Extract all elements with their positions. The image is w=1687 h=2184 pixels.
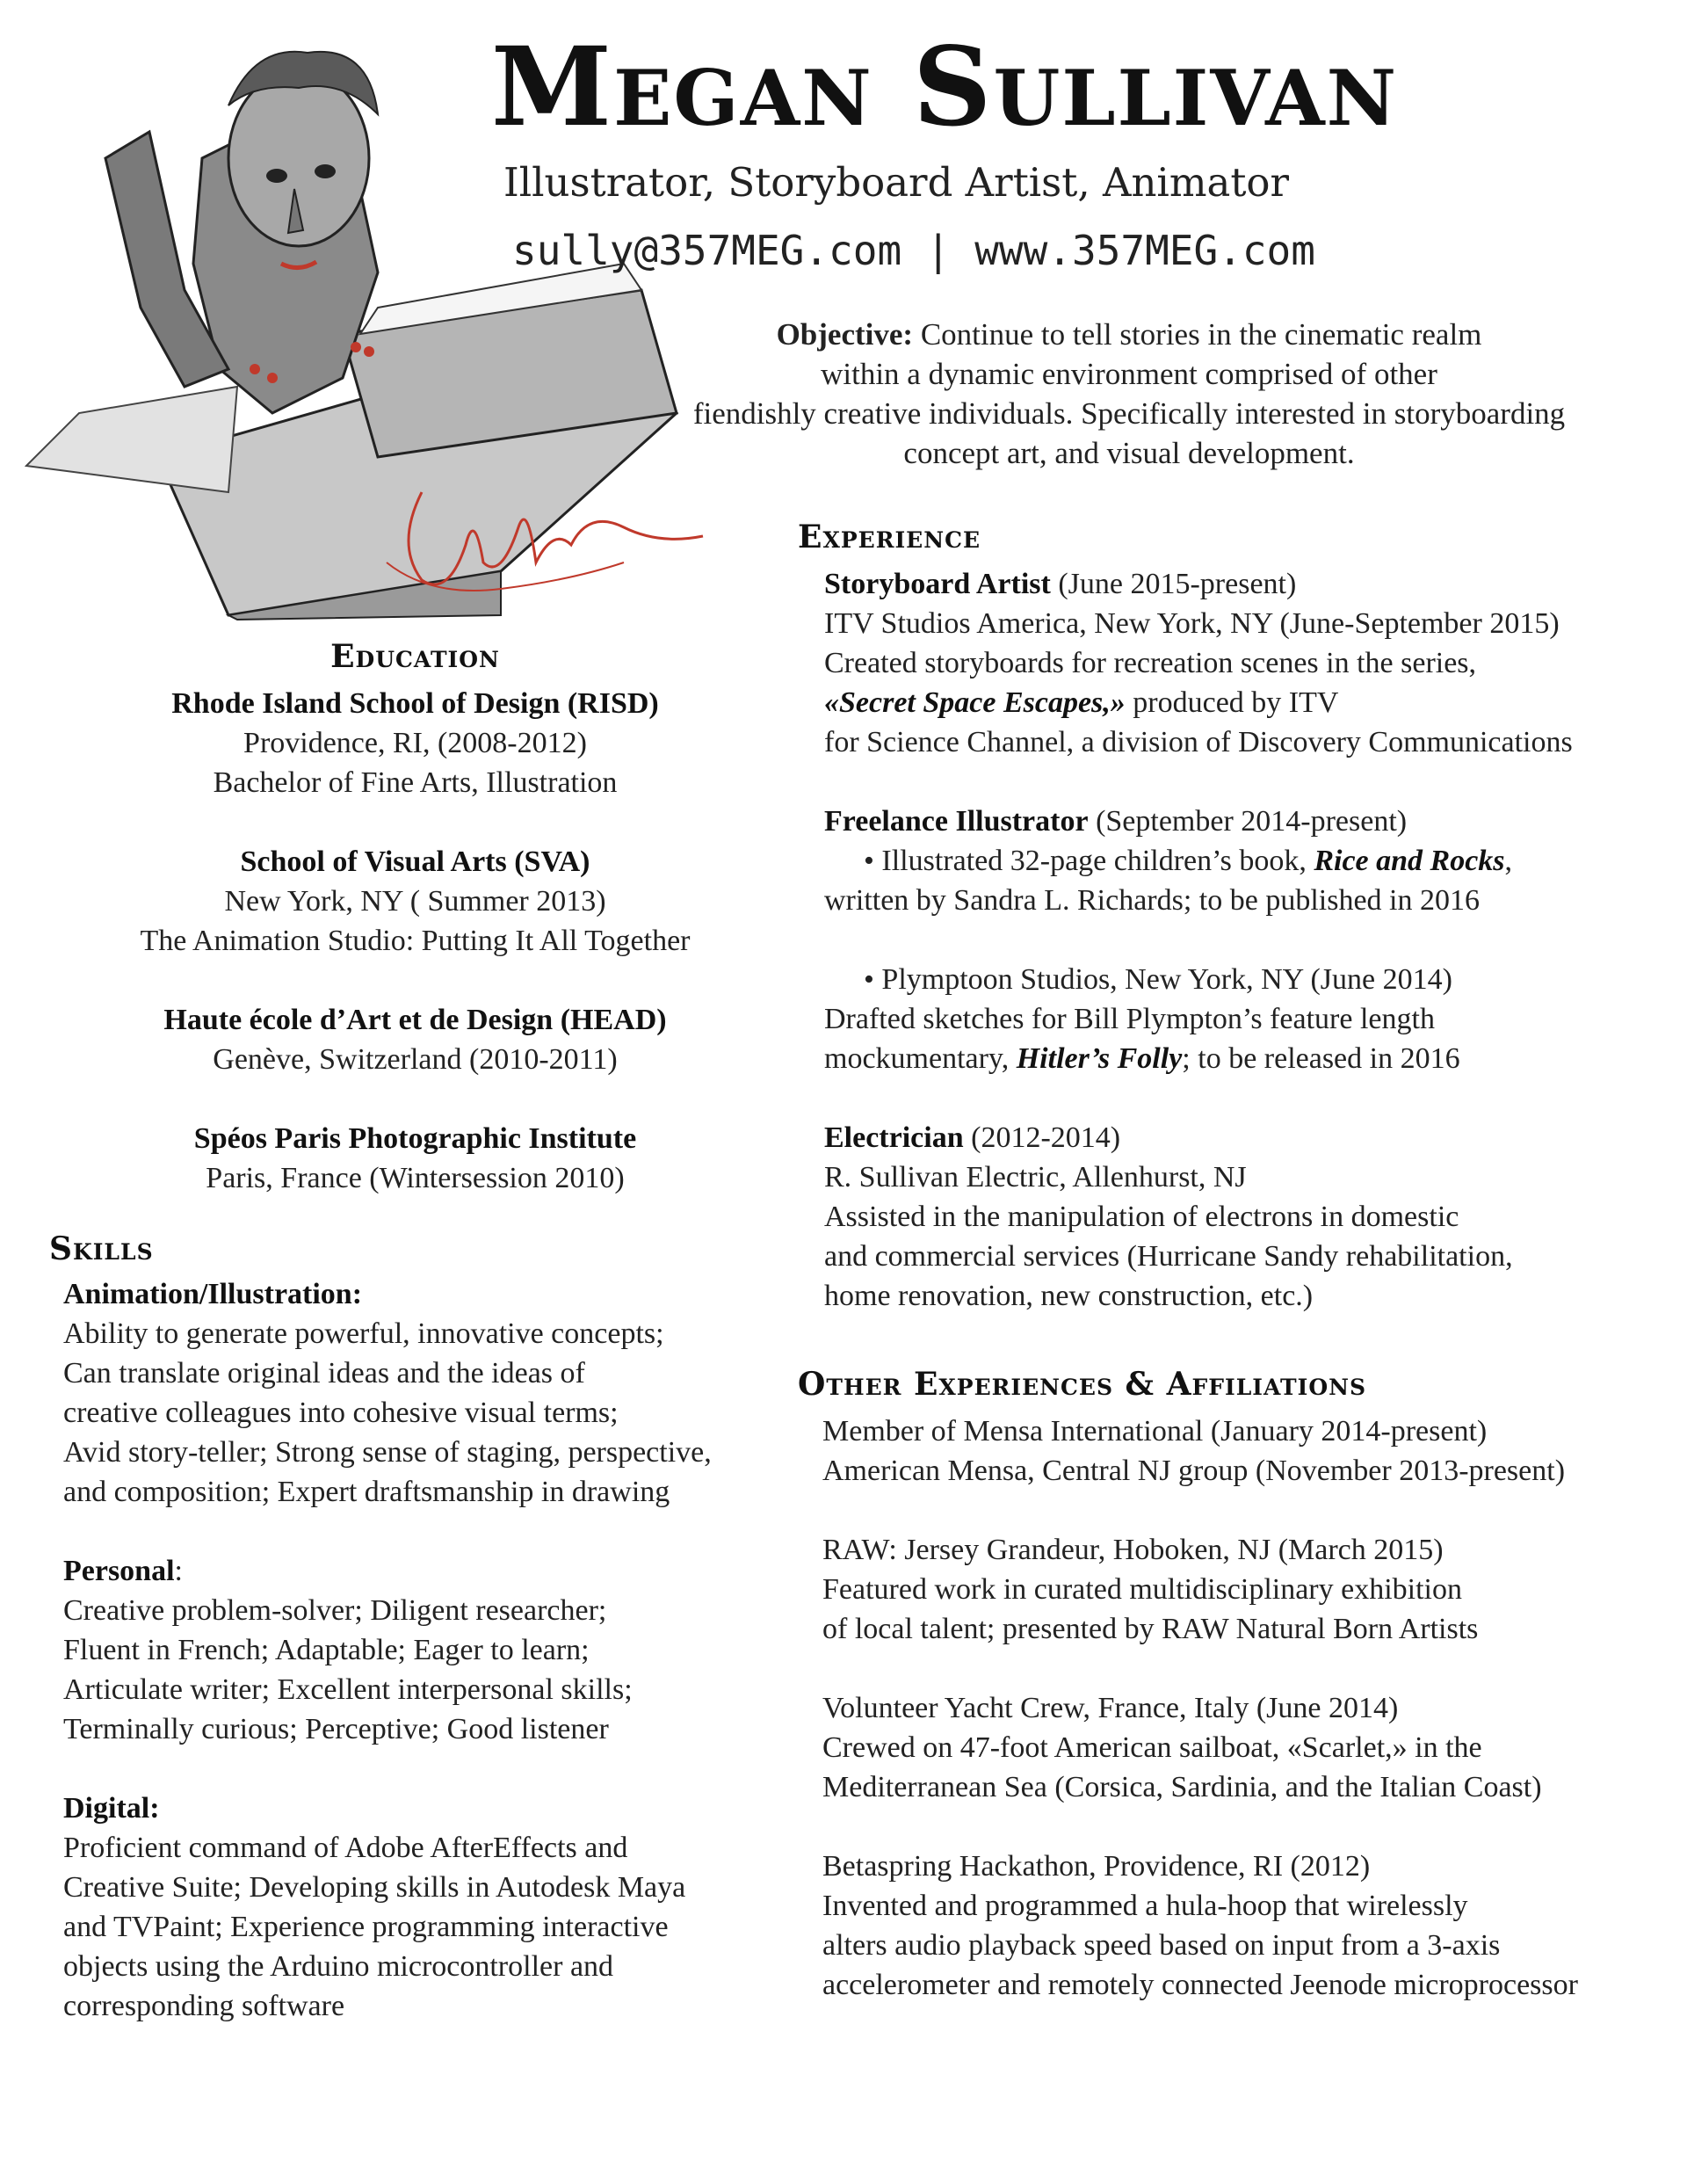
school-name: Spéos Paris Photographic Institute — [193, 1122, 637, 1155]
other-line: Betaspring Hackathon, Providence, RI (2012) — [822, 1850, 1371, 1883]
skill-line: Creative Suite; Developing skills in Autodesk Maya — [63, 1871, 686, 1904]
skills-section: Animation/Illustration: Ability to generate powerful, innovative concepts; Can translate original ideas and the ideas of creative colleagues into cohesive visual terms; Avid story-teller; Strong sense of staging, perspective, and composition; Expert draftsmanship in drawing Personal: Creative problem-solver; Diligent researcher; Fluent in French; Adaptable; Eager to learn; Articulate writer; Excellent interpersonal skills; Terminally curious; Perceptive; Good listener Digital: Proficient command of Adobe AfterEffects and Creative Suite; Developing skills in Autodesk Maya and TVPaint; Experience programming interactive objects using the Arduino microcontroller and corresponding software — [63, 1274, 819, 2026]
other-line: Volunteer Yacht Crew, France, Italy (June 2014) — [822, 1692, 1399, 1724]
school-detail: Bachelor of Fine Arts, Illustration — [213, 766, 618, 799]
experience-section: Storyboard Artist (June 2015-present) ITV Studios America, New York, NY (June-September 2015) Created storyboards for recreation scenes in the series, «Secret Space Escapes,» produced by ITV for Science Channel, a division of Discovery Communications Freelance Illustrator (September 2014-present) • Illustrated 32-page children’s book, Rice and Rocks, written by Sandra L. Richards; to be published in 2016 • Plymptoon Studios, New York, NY (June 2014) Drafted sketches for Bill Plympton’s feature length mockumentary, Hitler’s Folly; to be released in 2016 Electrician (2012-2014) R. Sullivan Electric, Allenhurst, NJ Assisted in the manipulation of electrons in domestic and commercial services (Hurricane Sandy rehabilitation, home renovation, new construction, etc.) — [824, 564, 1668, 1316]
education-heading: Education — [330, 638, 500, 675]
skill-line: Fluent in French; Adaptable; Eager to learn; — [63, 1634, 590, 1666]
school-name: Haute école d’Art et de Design (HEAD) — [163, 1004, 667, 1036]
skill-line: Avid story-teller; Strong sense of staging, perspective, — [63, 1436, 712, 1469]
contact-info: sully@357MEG.com | www.357MEG.com — [512, 227, 1315, 274]
job-line: and commercial services (Hurricane Sandy rehabilitation, — [824, 1240, 1513, 1273]
objective-line: fiendishly creative individuals. Specifically interested in storyboarding — [692, 396, 1566, 431]
film-title: Hitler’s Folly — [1016, 1042, 1183, 1075]
objective-line: Objective: Continue to tell stories in the cinematic realm — [776, 317, 1482, 352]
other-line: Mediterranean Sea (Corsica, Sardinia, and the Italian Coast) — [822, 1771, 1542, 1803]
skill-line: Articulate writer; Excellent interpersonal skills; — [63, 1673, 633, 1706]
objective-line: concept art, and visual development. — [903, 436, 1355, 470]
job-title: Illustrator, Storyboard Artist, Animator — [503, 159, 1290, 206]
job-line: Created storyboards for recreation scenes in the series, — [824, 647, 1477, 679]
objective — [637, 315, 1621, 473]
other-line: Crewed on 47-foot American sailboat, «Scarlet,» in the — [822, 1731, 1482, 1764]
other-line: of local talent; presented by RAW Natural Born Artists — [822, 1613, 1479, 1645]
job-line: Drafted sketches for Bill Plympton’s feature length — [824, 1003, 1435, 1035]
job-title: Storyboard Artist — [824, 568, 1051, 600]
skill-line: Creative problem-solver; Diligent researcher; — [63, 1594, 607, 1627]
school-detail: Paris, France (Wintersession 2010) — [206, 1162, 625, 1194]
job-line: R. Sullivan Electric, Allenhurst, NJ — [824, 1161, 1247, 1194]
school-detail: Providence, RI, (2008-2012) — [243, 727, 587, 759]
school-detail: Genève, Switzerland (2010-2011) — [213, 1043, 618, 1076]
skill-group-title: Animation/Illustration: — [63, 1278, 363, 1310]
other-line: Invented and programmed a hula-hoop that wirelessly — [822, 1890, 1468, 1922]
objective-label: Objective: — [776, 317, 914, 352]
skill-line: and composition; Expert draftsmanship in drawing — [63, 1476, 670, 1508]
job-line: written by Sandra L. Richards; to be published in 2016 — [824, 884, 1480, 917]
job-title: Electrician — [824, 1121, 964, 1154]
other-line: Featured work in curated multidisciplinary exhibition — [822, 1573, 1462, 1606]
skill-line: Proficient command of Adobe AfterEffects and — [63, 1832, 628, 1864]
other-line: accelerometer and remotely connected Jeenode microprocessor — [822, 1969, 1578, 2001]
job-line: • Plymptoon Studios, New York, NY (June 2014) — [864, 963, 1452, 996]
school-detail: New York, NY ( Summer 2013) — [224, 885, 606, 918]
other-heading: Other Experiences & Affiliations — [798, 1366, 1366, 1403]
other-line: RAW: Jersey Grandeur, Hoboken, NJ (March 2015) — [822, 1534, 1444, 1566]
skill-group-title: Digital: — [63, 1792, 160, 1825]
school-name: Rhode Island School of Design (RISD) — [171, 687, 659, 720]
job-line: home renovation, new construction, etc.) — [824, 1280, 1314, 1312]
name-heading: Megan Sullivan — [490, 24, 1399, 151]
skill-line: and TVPaint; Experience programming interactive — [63, 1911, 669, 1943]
job-line: for Science Channel, a division of Discovery Communications — [824, 726, 1573, 758]
skill-group-title: Personal — [63, 1555, 175, 1587]
book-title: Rice and Rocks — [1314, 845, 1505, 877]
skill-line: Can translate original ideas and the ideas of — [63, 1357, 585, 1389]
show-title: «Secret Space Escapes,» — [824, 686, 1126, 719]
skill-line: creative colleagues into cohesive visual terms; — [63, 1397, 619, 1429]
school-detail: The Animation Studio: Putting It All Together — [140, 925, 691, 957]
other-line: American Mensa, Central NJ group (November 2013-present) — [822, 1455, 1566, 1487]
other-line: alters audio playback speed based on input from a 3-axis — [822, 1929, 1501, 1962]
school-name: School of Visual Arts (SVA) — [240, 845, 590, 878]
other-line: Member of Mensa International (January 2014-present) — [822, 1415, 1488, 1448]
job-line: Assisted in the manipulation of electrons in domestic — [824, 1201, 1459, 1233]
other-section — [822, 1411, 1666, 2005]
skill-line: Terminally curious; Perceptive; Good listener — [63, 1713, 609, 1745]
job-line: ITV Studios America, New York, NY (June-September 2015) — [824, 607, 1560, 640]
skill-line: objects using the Arduino microcontroller and — [63, 1950, 614, 1983]
skills-heading: Skills — [49, 1230, 154, 1267]
skill-line: corresponding software — [63, 1990, 345, 2022]
objective-line: within a dynamic environment comprised of other — [821, 357, 1437, 391]
experience-heading: Experience — [798, 519, 981, 555]
skill-line: Ability to generate powerful, innovative concepts; — [63, 1317, 664, 1350]
education-section — [105, 684, 725, 1198]
job-title: Freelance Illustrator — [824, 805, 1089, 838]
